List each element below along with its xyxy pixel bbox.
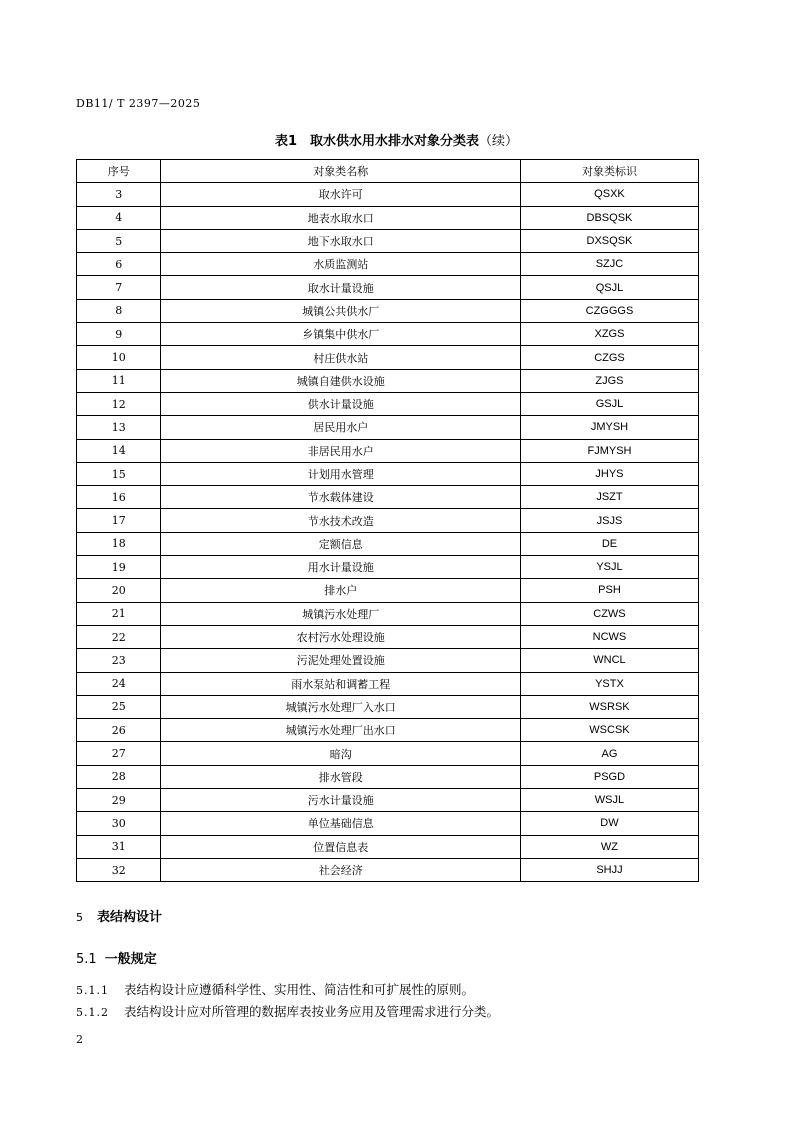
table-row [77,486,699,509]
cell-object-class-name: 农村污水处理设施 [161,625,520,648]
cell-object-class-id: YSJL [520,556,698,579]
cell-serial-number: 8 [77,299,161,322]
cell-serial-number: 4 [77,206,161,229]
clause-5-1-1 [76,980,474,998]
table-title-text: 表1 取水供水用水排水对象分类表 [274,134,480,149]
cell-serial-number: 26 [77,719,161,742]
cell-object-class-id: QSJL [520,276,698,299]
table-row [77,206,699,229]
cell-object-class-name: 村庄供水站 [161,346,520,369]
cell-serial-number: 17 [77,509,161,532]
cell-serial-number: 20 [77,579,161,602]
table-body [77,183,699,882]
cell-object-class-id: YSTX [520,672,698,695]
cell-serial-number: 6 [77,253,161,276]
cell-object-class-name: 定额信息 [161,532,520,555]
cell-object-class-name: 非居民用水户 [161,439,520,462]
table-row [77,392,699,415]
cell-object-class-name: 排水户 [161,579,520,602]
cell-object-class-id: CZGS [520,346,698,369]
table-row [77,695,699,718]
cell-serial-number: 13 [77,416,161,439]
table-row [77,183,699,206]
cell-object-class-name: 雨水泵站和调蓄工程 [161,672,520,695]
cell-object-class-id: WSRSK [520,695,698,718]
cell-serial-number: 11 [77,369,161,392]
clause-text: 表结构设计应对所管理的数据库表按业务应用及管理需求进行分类。 [124,1004,500,1019]
cell-object-class-id: PSH [520,579,698,602]
table-title [0,130,793,149]
cell-object-class-id: NCWS [520,625,698,648]
cell-serial-number: 25 [77,695,161,718]
cell-object-class-id: SHJJ [520,858,698,881]
clause-number: 5.1.2 [76,1006,109,1019]
cell-object-class-id: JMYSH [520,416,698,439]
cell-object-class-name: 排水管段 [161,765,520,788]
section-5-1-title: 一般规定 [104,952,157,967]
cell-object-class-id: FJMYSH [520,439,698,462]
cell-serial-number: 19 [77,556,161,579]
cell-serial-number: 18 [77,532,161,555]
cell-object-class-id: SZJC [520,253,698,276]
cell-serial-number: 23 [77,649,161,672]
cell-serial-number: 9 [77,323,161,346]
table-row [77,649,699,672]
cell-object-class-name: 暗沟 [161,742,520,765]
table-row [77,299,699,322]
cell-object-class-name: 供水计量设施 [161,392,520,415]
table-row [77,625,699,648]
table-row [77,509,699,532]
classification-table [76,159,699,882]
table-row [77,602,699,625]
table-row [77,229,699,252]
header-object-class-name: 对象类名称 [161,160,520,183]
cell-object-class-name: 地表水取水口 [161,206,520,229]
cell-object-class-id: DW [520,812,698,835]
cell-object-class-name: 位置信息表 [161,835,520,858]
cell-object-class-name: 计划用水管理 [161,462,520,485]
cell-object-class-id: CZWS [520,602,698,625]
section-5-heading [76,906,162,925]
cell-serial-number: 22 [77,625,161,648]
cell-serial-number: 30 [77,812,161,835]
cell-object-class-id: WSCSK [520,719,698,742]
cell-object-class-name: 城镇污水处理厂 [161,602,520,625]
header-object-class-id: 对象类标识 [520,160,698,183]
table-row [77,789,699,812]
cell-object-class-id: WSJL [520,789,698,812]
cell-object-class-id: ZJGS [520,369,698,392]
table-row [77,835,699,858]
cell-serial-number: 21 [77,602,161,625]
cell-object-class-name: 节水载体建设 [161,486,520,509]
table-row [77,579,699,602]
section-5-1-heading [76,948,157,967]
table-row [77,346,699,369]
table-header-row [77,160,699,183]
table-row [77,532,699,555]
cell-object-class-id: DBSQSK [520,206,698,229]
clause-5-1-2 [76,1002,499,1020]
table-row [77,276,699,299]
cell-object-class-id: CZGGGS [520,299,698,322]
cell-object-class-name: 乡镇集中供水厂 [161,323,520,346]
cell-serial-number: 12 [77,392,161,415]
table-row [77,369,699,392]
cell-object-class-name: 取水计量设施 [161,276,520,299]
table-row [77,765,699,788]
cell-serial-number: 24 [77,672,161,695]
page-number: 2 [76,1033,83,1046]
clause-number: 5.1.1 [76,984,109,997]
table-row [77,742,699,765]
document-code: DB11/ T 2397—2025 [76,97,201,110]
table-row [77,323,699,346]
cell-object-class-name: 地下水取水口 [161,229,520,252]
cell-object-class-name: 污水计量设施 [161,789,520,812]
cell-object-class-name: 居民用水户 [161,416,520,439]
cell-object-class-name: 单位基础信息 [161,812,520,835]
cell-object-class-id: GSJL [520,392,698,415]
table-row [77,858,699,881]
cell-serial-number: 14 [77,439,161,462]
cell-serial-number: 29 [77,789,161,812]
cell-serial-number: 5 [77,229,161,252]
cell-object-class-name: 社会经济 [161,858,520,881]
cell-object-class-id: WZ [520,835,698,858]
section-5-1-number: 5.1 [76,952,97,967]
cell-serial-number: 32 [77,858,161,881]
table-title-continued: （续） [479,134,519,149]
cell-serial-number: 7 [77,276,161,299]
cell-object-class-name: 用水计量设施 [161,556,520,579]
cell-object-class-name: 取水许可 [161,183,520,206]
section-5-title: 表结构设计 [97,910,163,925]
cell-object-class-id: JHYS [520,462,698,485]
cell-object-class-id: DXSQSK [520,229,698,252]
section-5-number: 5 [76,911,83,924]
clause-text: 表结构设计应遵循科学性、实用性、简洁性和可扩展性的原则。 [124,982,475,997]
cell-serial-number: 28 [77,765,161,788]
cell-serial-number: 27 [77,742,161,765]
table-row [77,462,699,485]
cell-serial-number: 3 [77,183,161,206]
cell-object-class-name: 节水技术改造 [161,509,520,532]
cell-serial-number: 15 [77,462,161,485]
header-serial-number: 序号 [77,160,161,183]
cell-object-class-id: JSJS [520,509,698,532]
cell-object-class-name: 城镇污水处理厂入水口 [161,695,520,718]
cell-serial-number: 31 [77,835,161,858]
cell-object-class-name: 水质监测站 [161,253,520,276]
cell-object-class-id: WNCL [520,649,698,672]
table-row [77,253,699,276]
cell-object-class-id: JSZT [520,486,698,509]
cell-object-class-name: 城镇污水处理厂出水口 [161,719,520,742]
table-row [77,812,699,835]
cell-serial-number: 16 [77,486,161,509]
table-row [77,672,699,695]
cell-object-class-name: 城镇公共供水厂 [161,299,520,322]
cell-object-class-name: 城镇自建供水设施 [161,369,520,392]
cell-object-class-id: DE [520,532,698,555]
table-row [77,719,699,742]
table-row [77,416,699,439]
table-row [77,439,699,462]
cell-serial-number: 10 [77,346,161,369]
cell-object-class-id: AG [520,742,698,765]
cell-object-class-id: QSXK [520,183,698,206]
table-row [77,556,699,579]
cell-object-class-id: PSGD [520,765,698,788]
cell-object-class-id: XZGS [520,323,698,346]
cell-object-class-name: 污泥处理处置设施 [161,649,520,672]
